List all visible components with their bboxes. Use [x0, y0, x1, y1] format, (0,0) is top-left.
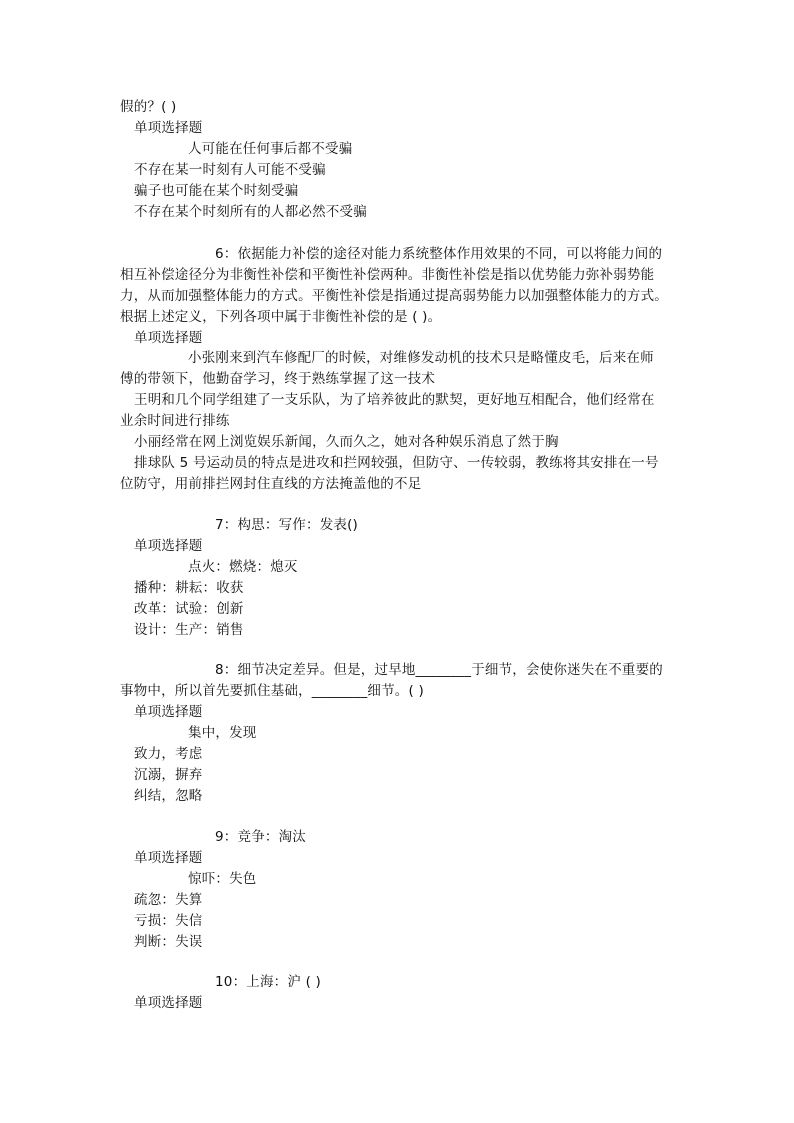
q6-type-label: 单项选择题 [134, 330, 203, 346]
q6-option-c: 小丽经常在网上浏览娱乐新闻，久而久之，她对各种娱乐消息了然于胸 [134, 434, 559, 450]
q7-option-d: 设计：生产：销售 [134, 622, 244, 638]
q8-option-d: 纠结，忽略 [134, 788, 203, 804]
q9-type-label: 单项选择题 [134, 850, 203, 866]
q6-option-b-line-1: 王明和几个同学组建了一支乐队，为了培养彼此的默契，更好地互相配合，他们经常在 [134, 392, 655, 408]
q6-option-d-line-2: 位防守，用前排拦网封住直线的方法掩盖他的不足 [120, 476, 422, 492]
q7-option-c: 改革：试验：创新 [134, 601, 244, 617]
q6-stem-line-2: 相互补偿途径分为非衡性补偿和平衡性补偿两种。非衡性补偿是指以优势能力弥补弱势能 [120, 267, 655, 283]
q6-option-b-line-2: 业余时间进行排练 [120, 413, 230, 429]
q8-option-a: 集中，发现 [188, 725, 257, 741]
q9-option-d: 判断：失误 [134, 934, 203, 950]
q9-option-a: 惊吓：失色 [188, 871, 257, 887]
q5-option-d: 不存在某个时刻所有的人都必然不受骗 [134, 204, 367, 220]
q6-option-d-line-1: 排球队 5 号运动员的特点是进攻和拦网较强，但防守、一传较弱，教练将其安排在一号 [134, 455, 659, 471]
q7-option-b: 播种：耕耘：收获 [134, 580, 244, 596]
q9-option-b: 疏忽：失算 [134, 892, 203, 908]
q7-stem: 7：构思：写作：发表() [215, 517, 359, 533]
q5-option-a: 人可能在任何事后都不受骗 [188, 141, 353, 157]
q10-stem: 10：上海：沪 ( ) [215, 974, 321, 990]
q10-type-label: 单项选择题 [134, 995, 203, 1011]
q5-option-c: 骗子也可能在某个时刻受骗 [134, 183, 299, 199]
q8-stem-line-1: 8：细节决定差异。但是，过早地________于细节，会使你迷失在不重要的 [215, 662, 663, 678]
q7-option-a: 点火：燃烧：熄灭 [188, 559, 298, 575]
q5-type-label: 单项选择题 [134, 120, 203, 136]
q5-stem-tail: 假的？( ) [120, 99, 177, 115]
q6-stem-line-3: 力，从而加强整体能力的方式。平衡性补偿是指通过提高弱势能力以加强整体能力的方式。 [120, 288, 668, 304]
q6-option-a-line-1: 小张刚来到汽车修配厂的时候，对维修发动机的技术只是略懂皮毛，后来在师 [188, 350, 654, 366]
q7-type-label: 单项选择题 [134, 538, 203, 554]
q8-type-label: 单项选择题 [134, 704, 203, 720]
q8-stem-line-2: 事物中，所以首先要抓住基础，________细节。( ) [120, 683, 424, 699]
q8-option-c: 沉溺，摒弃 [134, 767, 203, 783]
q5-option-b: 不存在某一时刻有人可能不受骗 [134, 162, 326, 178]
q9-stem: 9：竞争：淘汰 [215, 829, 306, 845]
q6-option-a-line-2: 傅的带领下，他勤奋学习，终于熟练掌握了这一技术 [120, 371, 436, 387]
q8-option-b: 致力，考虑 [134, 746, 203, 762]
q9-option-c: 亏损：失信 [134, 913, 203, 929]
q6-stem-line-4: 根据上述定义，下列各项中属于非衡性补偿的是 ( )。 [120, 309, 442, 325]
q6-stem-line-1: 6：依据能力补偿的途径对能力系统整体作用效果的不同，可以将能力间的 [215, 246, 663, 262]
